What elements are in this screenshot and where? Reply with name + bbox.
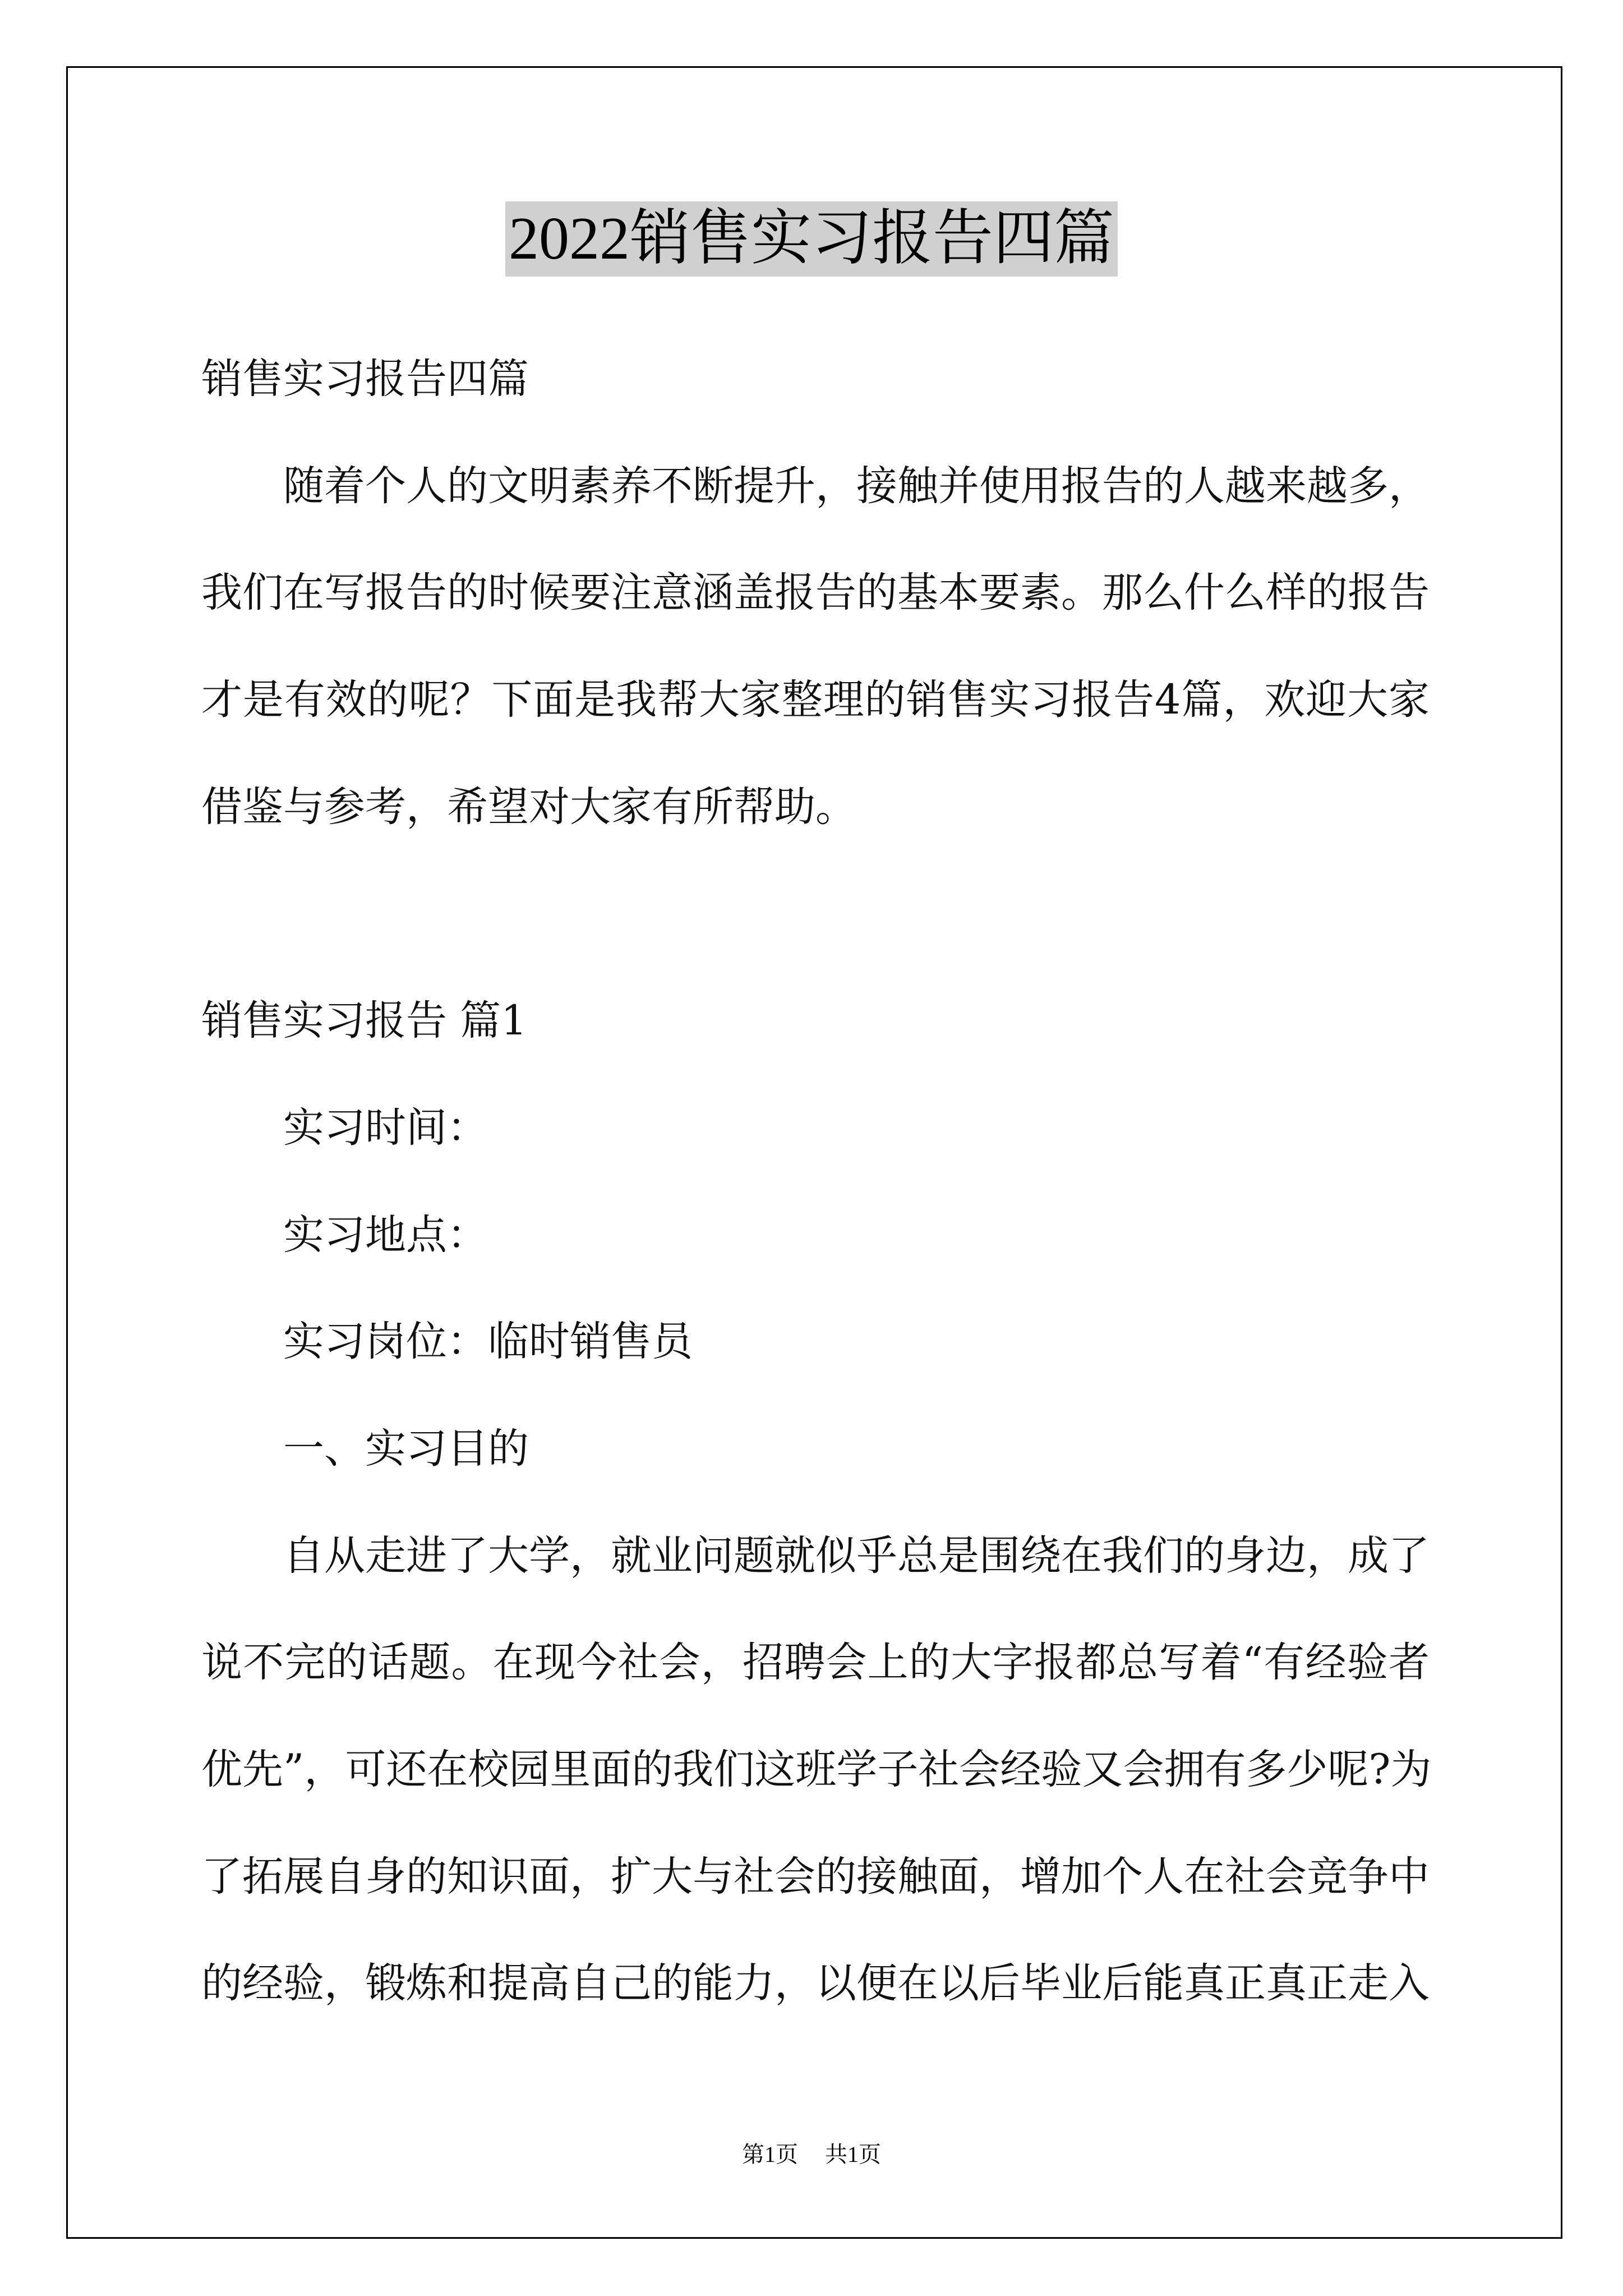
intro-paragraph bbox=[201, 433, 1430, 861]
title-container bbox=[0, 201, 1623, 277]
purpose-line: 了拓展自身的知识面，扩大与社会的接触面，增加个人在社会竞争中 bbox=[201, 1852, 1430, 1901]
purpose-line: 说不完的话题。在现今社会，招聘会上的大字报都总写着“有经验者 bbox=[201, 1639, 1430, 1687]
intro-line: 我们在写报告的时候要注意涵盖报告的基本要素。那么什么样的报告 bbox=[201, 569, 1430, 617]
internship-position-field: 实习岗位：临时销售员 bbox=[283, 1318, 693, 1366]
internship-time-field: 实习时间： bbox=[283, 1103, 488, 1152]
purpose-paragraph bbox=[201, 1503, 1430, 2037]
section-title: 销售实习报告 篇1 bbox=[201, 997, 527, 1045]
page-footer bbox=[0, 2140, 1623, 2169]
purpose-line: 的经验，锻炼和提高自己的能力，以便在以后毕业后能真正真正走入 bbox=[201, 1959, 1430, 2008]
internship-location-field: 实习地点： bbox=[283, 1211, 488, 1259]
purpose-line: 自从走进了大学，就业问题就似乎总是围绕在我们的身边，成了 bbox=[283, 1531, 1430, 1580]
intro-line: 随着个人的文明素养不断提升，接触并使用报告的人越来越多， bbox=[283, 462, 1430, 510]
intro-line: 才是有效的呢？下面是我帮大家整理的销售实习报告4篇，欢迎大家 bbox=[201, 676, 1430, 724]
page-total: 共1页 bbox=[825, 2142, 881, 2167]
blank-line bbox=[201, 861, 1430, 968]
report-heading: 销售实习报告四篇 bbox=[201, 355, 529, 403]
purpose-line: 优先”，可还在校园里面的我们这班学子社会经验又会拥有多少呢?为 bbox=[201, 1745, 1432, 1793]
purpose-heading: 一、实习目的 bbox=[283, 1424, 529, 1473]
page-number: 第1页 bbox=[742, 2142, 798, 2167]
intro-line: 借鉴与参考，希望对大家有所帮助。 bbox=[201, 783, 856, 831]
document-title: 2022销售实习报告四篇 bbox=[505, 201, 1118, 277]
document-body bbox=[201, 326, 1430, 2037]
